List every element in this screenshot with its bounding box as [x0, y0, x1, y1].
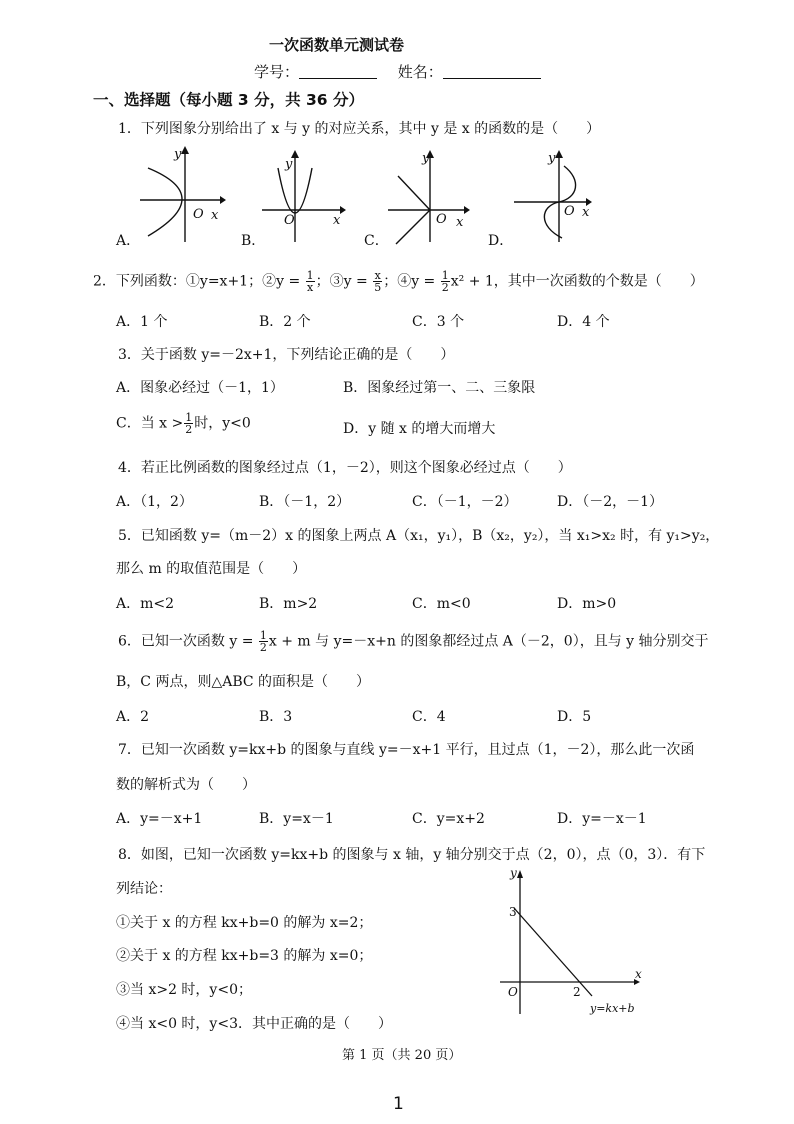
- name-label: 姓名：: [397, 63, 443, 81]
- student-no-label: 学号：: [254, 63, 300, 81]
- q8-y-arrow: [517, 870, 523, 878]
- graph-a-curve: [148, 168, 182, 236]
- q8-line1: 8．如图，已知一次函数 y=kx+b 的图象与 x 轴，y 轴分别交于点（2，0），点（0，3）．有下: [118, 847, 706, 863]
- q5-option-d: D．m>0: [557, 596, 617, 612]
- q6-option-b: B．3: [259, 709, 293, 725]
- q2-option-c: C．3 个: [412, 314, 465, 330]
- q2-choice-3: ③y =: [329, 273, 373, 290]
- q8-line: [514, 908, 592, 996]
- q1-option-b: B．: [241, 233, 266, 249]
- graph-a-y-label: y: [174, 147, 182, 162]
- q4-option-b: B．（－1，2）: [259, 494, 351, 510]
- graph-a-origin: O: [193, 207, 204, 222]
- q1-option-c: C．: [364, 233, 389, 249]
- q3-option-c: C．当 x > $\frac{1}{2}$ 时，y<0: [116, 411, 251, 436]
- q3-option-d: D．y 随 x 的增大而增大: [343, 421, 496, 437]
- q5-line2: 那么 m 的取值范围是（ ）: [116, 561, 307, 577]
- graph-d-origin: O: [564, 204, 575, 219]
- q2-choice-1: ①y=x+1；: [185, 273, 263, 290]
- q8-y-label: y: [510, 866, 517, 880]
- q8-y-intercept-label: 3: [509, 905, 517, 919]
- q8-line2: 列结论：: [116, 881, 172, 897]
- q6-line2: B，C 两点，则△ABC 的面积是（ ）: [116, 674, 371, 690]
- q6-option-d: D．5: [557, 709, 592, 725]
- q6-option-c: C．4: [412, 709, 446, 725]
- page-title: 一次函数单元测试卷: [269, 36, 405, 54]
- graph-b-x-arrow: [340, 206, 346, 214]
- q8-conclusion-4: ④当 x<0 时，y<3．其中正确的是（ ）: [116, 1016, 392, 1032]
- q1-stem: 1．下列图象分别给出了 x 与 y 的对应关系，其中 y 是 x 的函数的是（ ）: [118, 121, 601, 137]
- q3-option-a: A．图象必经过（－1，1）: [116, 380, 284, 396]
- q8-line-label: y=kx+b: [590, 1002, 635, 1015]
- q7-option-d: D．y=－x－1: [557, 811, 647, 827]
- graph-a-y-arrow: [181, 146, 189, 154]
- graph-c-line-upper: [398, 176, 430, 210]
- q8-x-intercept-label: 2: [573, 985, 581, 999]
- q1-option-d: D．: [488, 233, 514, 249]
- graph-b-x-label: x: [333, 213, 341, 228]
- q2-choice-4: ④y =: [397, 273, 440, 290]
- q7-option-c: C．y=x+2: [412, 811, 485, 827]
- section-heading: 一、选择题（每小题 3 分，共 36 分）: [93, 91, 364, 109]
- q6-line1: 6．已知一次函数 y = $\frac{1}{2}$ x + m 与 y=－x+n 的图象都经过点 A（－2，0），且与 y 轴分别交于: [118, 629, 709, 654]
- graph-c-x-label: x: [456, 215, 464, 230]
- q2-option-a: A．1 个: [116, 314, 168, 330]
- graph-d-y-label: y: [548, 151, 556, 166]
- q2-stem: 2．下列函数：①y=x+1；②y = $\frac{1}{x}$ ；③y = $\frac{x}{5}$ ；④y = $\frac{1}{2}$ x² + 1，其中一次函数的个数是（ ）: [93, 269, 704, 294]
- page-info: 第 1 页（共 20 页）: [342, 1048, 462, 1063]
- graph-c-y-label: y: [422, 151, 430, 166]
- graph-b-origin: O: [284, 213, 295, 228]
- student-no-field[interactable]: [299, 64, 377, 79]
- q7-option-b: B．y=x－1: [259, 811, 334, 827]
- q7-option-a: A．y=－x+1: [116, 811, 203, 827]
- q5-line1: 5．已知函数 y=（m－2）x 的图象上两点 A（x₁，y₁），B（x₂，y₂），当 x₁>x₂ 时，有 y₁>y₂，: [118, 528, 720, 544]
- q3-option-b: B．图象经过第一、二、三象限: [343, 380, 536, 396]
- q3-frac: $\frac{1}{2}$: [185, 411, 193, 436]
- q1-option-a: A．: [116, 233, 141, 249]
- q2-frac-2: $\frac{1}{x}$: [306, 269, 314, 294]
- q4-stem: 4．若正比例函数的图象经过点（1，－2），则这个图象必经过点（ ）: [118, 460, 572, 476]
- q2-frac-3: $\frac{x}{5}$: [374, 269, 382, 294]
- q7-line1: 7．已知一次函数 y=kx+b 的图象与直线 y=－x+1 平行，且过点（1，－2），那么此一次函: [118, 742, 695, 758]
- q2-num: 2．下列函数：: [93, 273, 186, 290]
- q5-option-b: B．m>2: [259, 596, 318, 612]
- q2-frac-4: $\frac{1}{2}$: [441, 269, 449, 294]
- q8-conclusion-1: ①关于 x 的方程 kx+b=0 的解为 x=2；: [116, 915, 373, 931]
- q6-frac: $\frac{1}{2}$: [259, 629, 267, 654]
- graph-c-origin: O: [436, 212, 447, 227]
- q8-origin: O: [508, 985, 518, 999]
- page-number: 1: [393, 1094, 404, 1114]
- q4-option-a: A．（1，2）: [116, 494, 193, 510]
- q5-option-a: A．m<2: [116, 596, 175, 612]
- name-field[interactable]: [443, 64, 541, 79]
- q5-option-c: C．m<0: [412, 596, 471, 612]
- q2-option-b: B．2 个: [259, 314, 311, 330]
- q2-option-d: D．4 个: [557, 314, 610, 330]
- q8-x-label: x: [635, 967, 642, 981]
- graph-c-x-arrow: [464, 206, 470, 214]
- q4-option-d: D．（－2，－1）: [557, 494, 664, 510]
- q1-graphs: [112, 138, 672, 250]
- q8-conclusion-3: ③当 x>2 时，y<0；: [116, 982, 252, 998]
- q6-option-a: A．2: [116, 709, 150, 725]
- graph-b-y-label: y: [285, 157, 293, 172]
- graph-c-line-lower: [396, 210, 430, 244]
- graph-d-x-label: x: [582, 205, 590, 220]
- graph-a-x-label: x: [211, 208, 219, 223]
- q8-conclusion-2: ②关于 x 的方程 kx+b=3 的解为 x=0；: [116, 948, 373, 964]
- graph-d-y-arrow: [555, 150, 563, 158]
- q3-stem: 3．关于函数 y=－2x+1，下列结论正确的是（ ）: [118, 347, 455, 363]
- graph-a-x-arrow: [220, 196, 226, 204]
- q2-choice-2: ②y =: [262, 273, 305, 290]
- student-info: [254, 61, 541, 82]
- q7-line2: 数的解析式为（ ）: [116, 777, 256, 793]
- q8-graph: [494, 864, 654, 1020]
- q4-option-c: C．（－1，－2）: [412, 494, 518, 510]
